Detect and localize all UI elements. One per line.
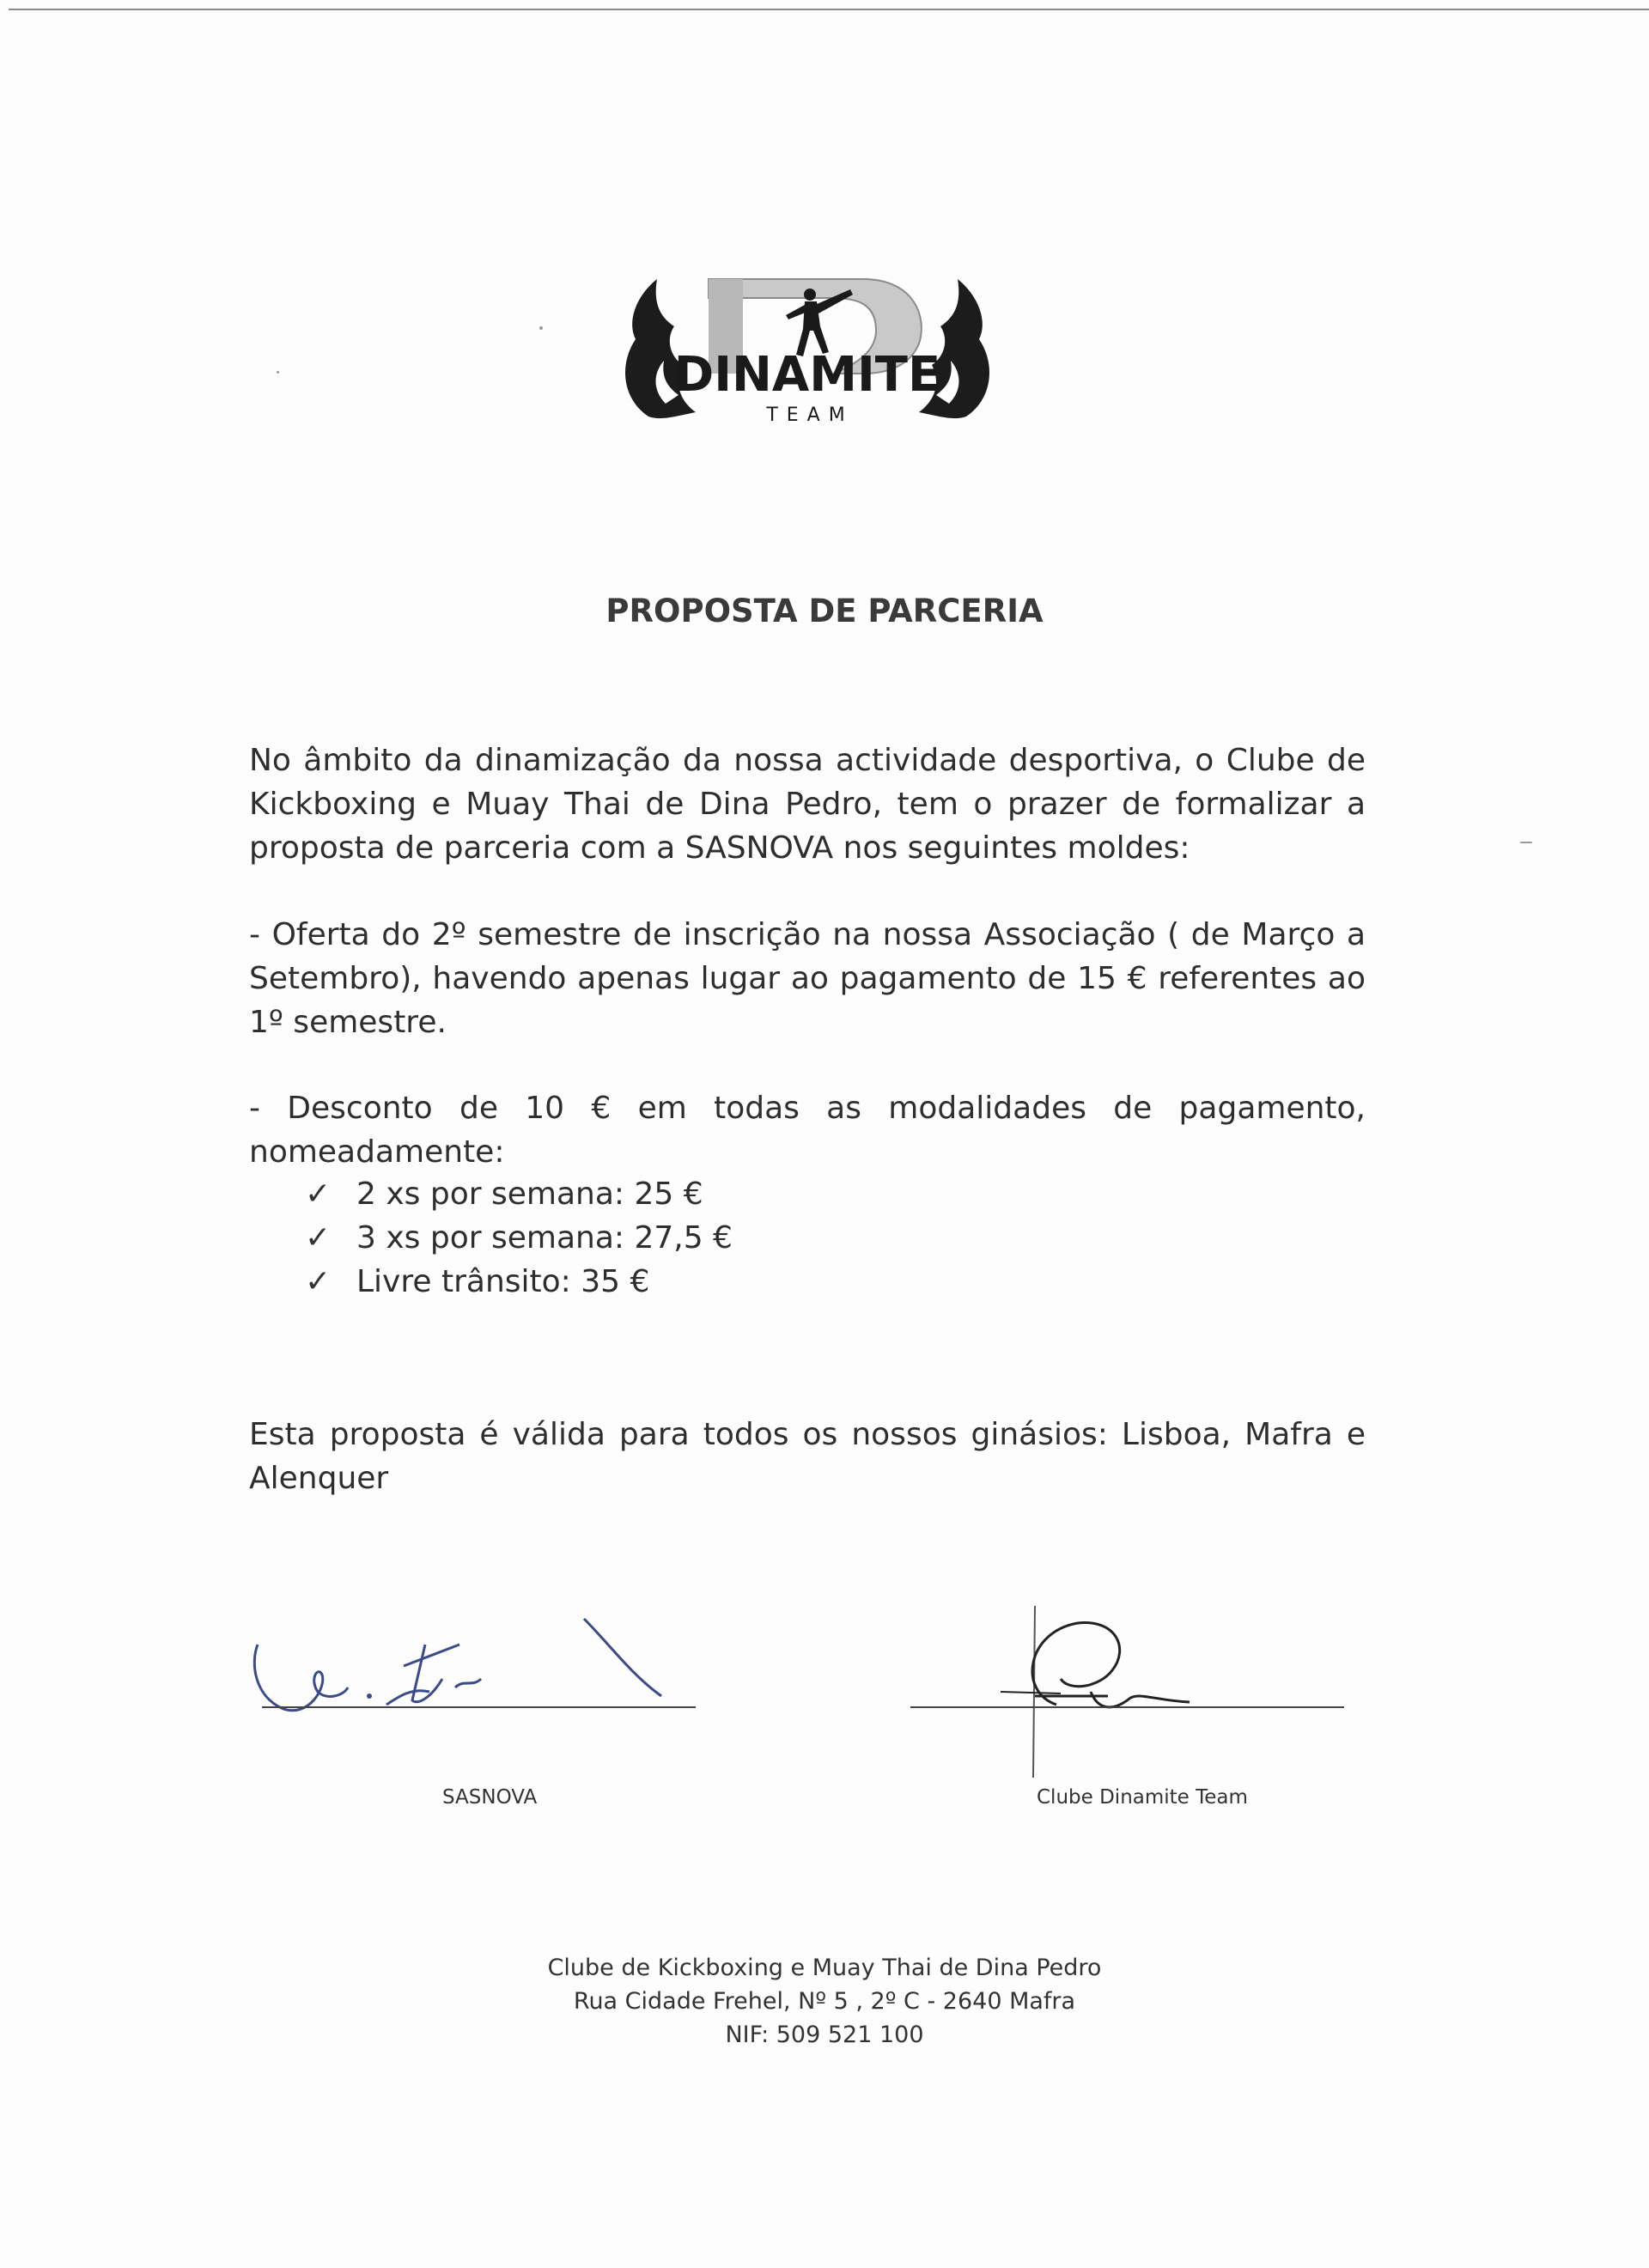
scan-edge-line: [9, 9, 1649, 10]
list-item: [305, 1216, 733, 1260]
footer-address: [0, 1951, 1649, 2052]
sasnova-signature: [249, 1593, 696, 1730]
checkmark-icon: ✓: [305, 1177, 332, 1212]
offer-paragraph: - Oferta do 2º semestre de inscrição na nossa Associação ( de Março a Setembro), havendo apenas lugar ao pagamento de 15 € referentes ao 1º semestre.: [249, 917, 1366, 1040]
closing-paragraph: Esta proposta é válida para todos os nossos ginásios: Lisboa, Mafra e Alenquer: [249, 1417, 1366, 1496]
pricing-list: [305, 1172, 733, 1304]
signature-label-right: Clube Dinamite Team: [1037, 1786, 1248, 1809]
document-title: PROPOSTA DE PARCERIA: [605, 593, 1044, 629]
dinamite-team-logo: [614, 245, 1001, 434]
scan-speck: [277, 371, 279, 374]
dinamite-signature: [906, 1597, 1353, 1778]
signature-label-left: SASNOVA: [442, 1786, 538, 1809]
intro-paragraph: No âmbito da dinamização da nossa actividade desportiva, o Clube de Kickboxing e Muay Thai de Dina Pedro, tem o prazer de formalizar a proposta de parceria com a SASNOVA nos seguintes moldes:: [249, 743, 1366, 866]
footer-line-organization: Clube de Kickboxing e Muay Thai de Dina Pedro: [547, 1955, 1102, 1981]
list-item-text: 3 xs por semana: 27,5 €: [356, 1220, 733, 1256]
scan-speck: [1520, 842, 1532, 843]
logo-wordmark: DINAMITE: [673, 347, 941, 403]
list-item: [305, 1260, 733, 1304]
scan-speck: [539, 326, 543, 330]
discount-paragraph: - Desconto de 10 € em todas as modalidades de pagamento, nomeadamente:: [249, 1091, 1366, 1170]
logo-tagline: TEAM: [766, 404, 854, 426]
list-item-text: Livre trânsito: 35 €: [356, 1264, 650, 1299]
checkmark-icon: ✓: [305, 1264, 332, 1299]
checkmark-icon: ✓: [305, 1220, 332, 1256]
footer-line-address: Rua Cidade Frehel, Nº 5 , 2º C - 2640 Mafra: [573, 1988, 1076, 2015]
signature-line-left: [262, 1706, 696, 1708]
list-item: [305, 1172, 733, 1216]
list-item-text: 2 xs por semana: 25 €: [356, 1177, 703, 1212]
footer-line-nif: NIF: 509 521 100: [725, 2022, 924, 2048]
signature-line-right: [910, 1706, 1344, 1708]
